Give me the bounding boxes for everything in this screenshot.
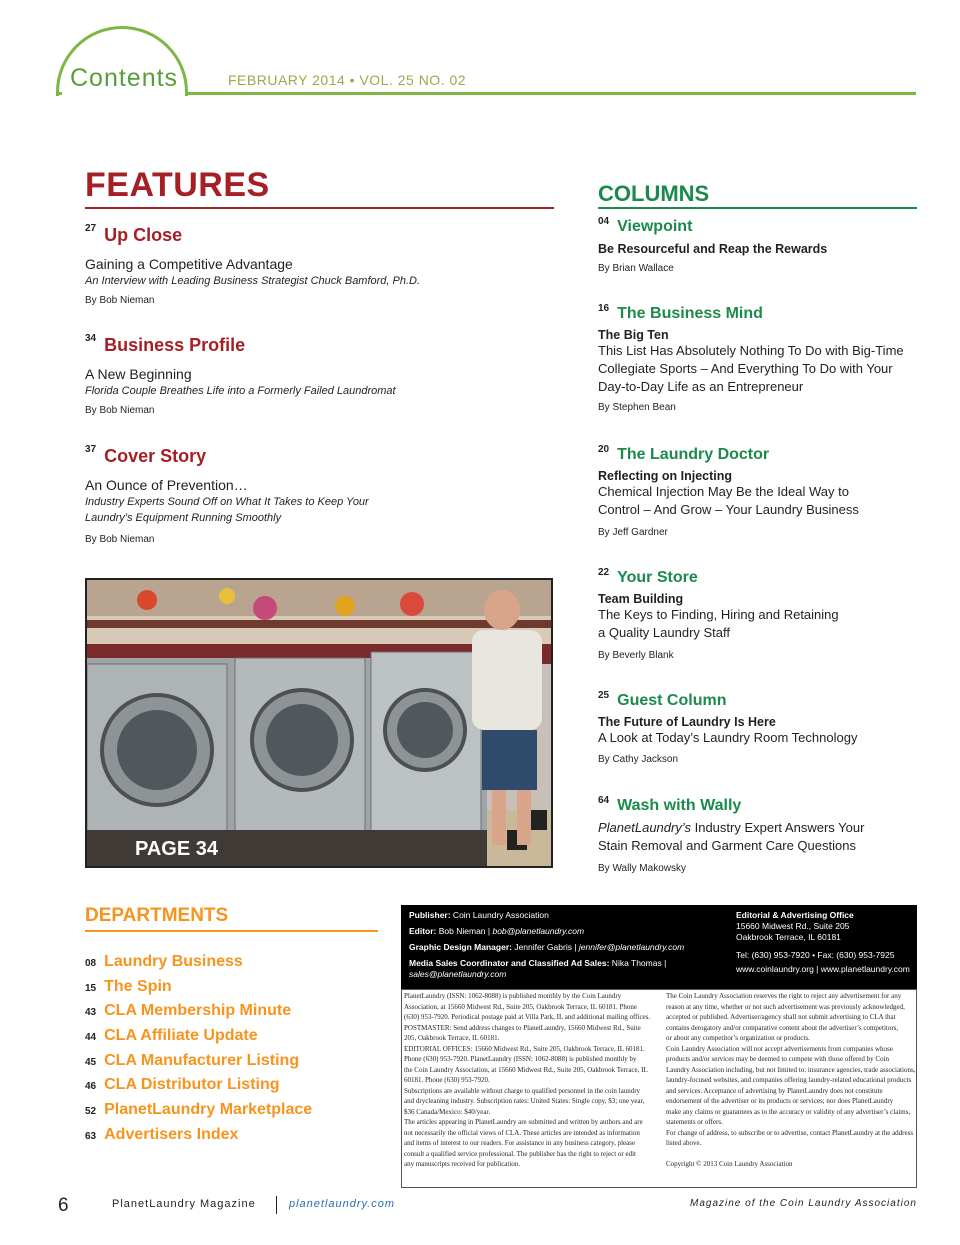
footer-divider — [276, 1196, 277, 1214]
dept-item[interactable] — [85, 999, 385, 1024]
column-text-line2: Control – And Grow – Your Laundry Business — [598, 502, 859, 517]
page-number: 45 — [85, 1056, 97, 1068]
column-byline: By Wally Makowsky — [598, 863, 686, 874]
column-business-mind[interactable] — [598, 305, 928, 413]
column-heading: Guest Column — [617, 692, 727, 709]
features-title: FEATURES — [85, 166, 270, 204]
page-number: 15 — [85, 982, 97, 994]
dept-item[interactable] — [85, 950, 385, 975]
column-bold: Be Resourceful and Reap the Rewards — [598, 242, 828, 256]
column-bold: Team Building — [598, 592, 684, 606]
columns-rule — [598, 207, 917, 209]
page-number: 37 — [85, 444, 97, 455]
column-bold: The Big Ten — [598, 328, 669, 342]
departments-list — [85, 950, 385, 1148]
dept-label: CLA Affiliate Update — [104, 1027, 258, 1045]
feature-heading: Cover Story — [104, 446, 207, 466]
masthead-office-web[interactable]: www.coinlaundry.org | www.planetlaundry.com — [736, 964, 910, 974]
page-number: 46 — [85, 1081, 97, 1093]
page-number: 43 — [85, 1007, 97, 1019]
feature-byline: By Bob Nieman — [85, 534, 155, 545]
column-heading: The Laundry Doctor — [617, 446, 770, 463]
page-number: 64 — [598, 795, 610, 806]
departments-rule — [85, 930, 378, 932]
page-number: 34 — [85, 333, 97, 344]
dept-item[interactable] — [85, 1049, 385, 1074]
dept-label: The Spin — [104, 977, 172, 995]
page-number: 16 — [598, 303, 610, 314]
fine-print-left: PlanetLaundry (ISSN: 1062-8088) is published monthly by the Coin Laundry Association, at 15660 Midwest Rd., Suite 205, Oakbrook Terrace, IL 60181. Phone (630) 953-7920. Periodical postage paid at Villa Park, IL and additional mailing offices. POSTMASTER: Send address changes to PlanetLaundry, 15660 Midwest Rd., Suite 205, Oakbrook Terrace, IL 60181. EDITORIAL OFFICES: 15660 Midwest Rd., Suite 205, Oakbrook Terrace, IL 60181. Phone (630) 953-7920. PlanetLaundry (ISSN: 1062-8088) is published monthly by the Coin Laundry Association, at 15660 Midwest Rd., Suite 205, Oakbrook Terrace, IL 60181. Phone (630) 953-7920. Subscriptions are available without charge to qualified personnel in the coin laundry and drycleaning industry. Subscription rates: United States: Single copy, $3; one year, $36 Canada/Mexico: $40/year. The articles appearing in PlanetLaundry are submitted and written by authors and are not necessarily the official views of CLA. These articles are intended as information and items of interest to our readers. For assistance in any business category, please consult a qualified service professional. The publisher has the right to reject or edit any manuscripts received for publication. — [404, 992, 651, 1168]
page-number: 52 — [85, 1106, 97, 1118]
dept-item[interactable] — [85, 975, 385, 1000]
page-number: 20 — [598, 444, 610, 455]
masthead-office-phone: Tel: (630) 953-7920 • Fax: (630) 953-7925 — [736, 950, 895, 960]
page-number-footer: 6 — [58, 1195, 69, 1216]
column-heading: The Business Mind — [617, 305, 763, 322]
footer-magazine: PlanetLaundry Magazine — [112, 1198, 256, 1210]
column-guest-column[interactable] — [598, 692, 928, 765]
column-laundry-doctor[interactable] — [598, 446, 928, 538]
feature-business-profile[interactable] — [85, 335, 555, 416]
masthead-sales: Media Sales Coordinator and Classified Ad Sales: Nika Thomas | sales@planetlaundry.com — [409, 958, 667, 979]
masthead-design: Graphic Design Manager: Jennifer Gabris | jennifer@planetlaundry.com — [409, 942, 685, 952]
dept-label: CLA Membership Minute — [104, 1002, 292, 1020]
masthead-office-label: Editorial & Advertising Office — [736, 910, 854, 920]
column-text-line1: Industry Expert Answers Your — [691, 820, 865, 835]
column-italic: PlanetLaundry’s — [598, 820, 691, 835]
page-number: 63 — [85, 1130, 97, 1142]
columns-title: COLUMNS — [598, 181, 710, 206]
column-heading: Wash with Wally — [617, 797, 742, 814]
masthead — [401, 905, 917, 989]
feature-cover-story[interactable] — [85, 446, 555, 545]
column-text-line2: Collegiate Sports – And Everything To Do with Your — [598, 361, 893, 376]
masthead-publisher: Publisher: Coin Laundry Association — [409, 910, 549, 920]
dept-label: CLA Manufacturer Listing — [104, 1051, 300, 1069]
page-number: 25 — [598, 690, 610, 701]
page-number: 08 — [85, 958, 97, 969]
column-viewpoint[interactable] — [598, 218, 928, 274]
footer-tagline: Magazine of the Coin Laundry Association — [690, 1198, 917, 1209]
page-number: 44 — [85, 1032, 97, 1044]
column-byline: By Cathy Jackson — [598, 754, 679, 765]
feature-subtitle-line2: Laundry’s Equipment Running Smoothly — [85, 512, 282, 524]
dept-item[interactable] — [85, 1098, 385, 1123]
column-byline: By Stephen Bean — [598, 402, 676, 413]
dept-label: Advertisers Index — [104, 1125, 239, 1143]
column-byline: By Jeff Gardner — [598, 527, 668, 538]
dept-label: CLA Distributor Listing — [104, 1076, 280, 1094]
column-wash-with-wally[interactable] — [598, 797, 928, 874]
feature-byline: By Bob Nieman — [85, 405, 155, 416]
feature-title: Gaining a Competitive Advantage — [85, 256, 293, 272]
masthead-office-addr2: Oakbrook Terrace, IL 60181 — [736, 932, 841, 942]
masthead-office-addr1: 15660 Midwest Rd., Suite 205 — [736, 921, 850, 931]
page-number: 22 — [598, 567, 610, 578]
feature-subtitle-line1: Industry Experts Sound Off on What It Takes to Keep Your — [85, 496, 369, 508]
photo-caption: PAGE 34 — [135, 838, 218, 860]
column-your-store[interactable] — [598, 569, 928, 661]
feature-title: An Ounce of Prevention… — [85, 477, 248, 493]
feature-title: A New Beginning — [85, 366, 192, 382]
column-heading: Your Store — [617, 569, 698, 586]
contents-label: Contents — [70, 64, 179, 92]
arc-mask — [50, 96, 195, 156]
fine-print-right: The Coin Laundry Association reserves the right to reject any advertisement for any reason at any time, whether or not such advertisement was previously acknowledged, accepted or published. Advertiser/agency shall not submit advertising to CLA that contains derogatory and/or comparative content about the advertiser’s competitors, or about any competitor’s organization or products. Coin Laundry Association will not accept advertisements from companies whose products and/or services may be deemed to compete with those offered by Coin Laundry Association including, but not limited to: insurance agencies, trade associations, laundry-focused websites, and companies offering laundry-related educational products and services. Acceptance of advertising by PlanetLaundry does not constitute endorsement of the advertiser or its products or services; nor does PlanetLaundry make any claims or guarantees as to the accuracy or validity of any advertiser’s claims, statements or offers. For change of address, to subscribe or to advertise, contact PlanetLaundry at the address listed above. Copyright © 2013 Coin Laundry Association — [666, 992, 916, 1168]
dept-item[interactable] — [85, 1073, 385, 1098]
column-text-line1: The Keys to Finding, Hiring and Retaining — [598, 607, 839, 622]
feature-subtitle: An Interview with Leading Business Strategist Chuck Bamford, Ph.D. — [85, 275, 421, 287]
column-text-line1: Chemical Injection May Be the Ideal Way to — [598, 484, 849, 499]
header-rule-left — [56, 92, 62, 95]
column-byline: By Beverly Blank — [598, 650, 674, 661]
column-text-line1: This List Has Absolutely Nothing To Do with Big-Time — [598, 343, 904, 358]
column-text-line2: a Quality Laundry Staff — [598, 625, 731, 640]
dept-label: Laundry Business — [104, 953, 243, 970]
feature-heading: Business Profile — [104, 335, 246, 355]
masthead-editor: Editor: Bob Nieman | bob@planetlaundry.com — [409, 926, 585, 936]
dept-item[interactable] — [85, 1024, 385, 1049]
feature-heading: Up Close — [104, 225, 183, 245]
departments-title: DEPARTMENTS — [85, 905, 229, 926]
cover-photo[interactable] — [85, 578, 553, 868]
column-text-line2: Stain Removal and Garment Care Questions — [598, 838, 856, 853]
page-number: 27 — [85, 223, 97, 234]
column-byline: By Brian Wallace — [598, 263, 674, 274]
column-text-line1: A Look at Today’s Laundry Room Technology — [598, 730, 858, 745]
features-rule — [85, 207, 554, 209]
issue-info: FEBRUARY 2014 • VOL. 25 NO. 02 — [228, 72, 467, 88]
footer-url[interactable]: planetlaundry.com — [289, 1198, 396, 1210]
column-bold: The Future of Laundry Is Here — [598, 715, 776, 729]
column-text-line3: Day-to-Day Life as an Entrepreneur — [598, 379, 804, 394]
feature-up-close[interactable] — [85, 225, 555, 306]
dept-item[interactable] — [85, 1123, 385, 1148]
header-rule — [186, 92, 916, 95]
dept-label: PlanetLaundry Marketplace — [104, 1101, 313, 1119]
column-heading: Viewpoint — [617, 218, 693, 235]
column-bold: Reflecting on Injecting — [598, 469, 733, 483]
feature-byline: By Bob Nieman — [85, 295, 155, 306]
page-number: 04 — [598, 216, 610, 227]
laundromat-photo — [87, 580, 551, 866]
feature-subtitle: Florida Couple Breathes Life into a Formerly Failed Laundromat — [85, 385, 396, 397]
